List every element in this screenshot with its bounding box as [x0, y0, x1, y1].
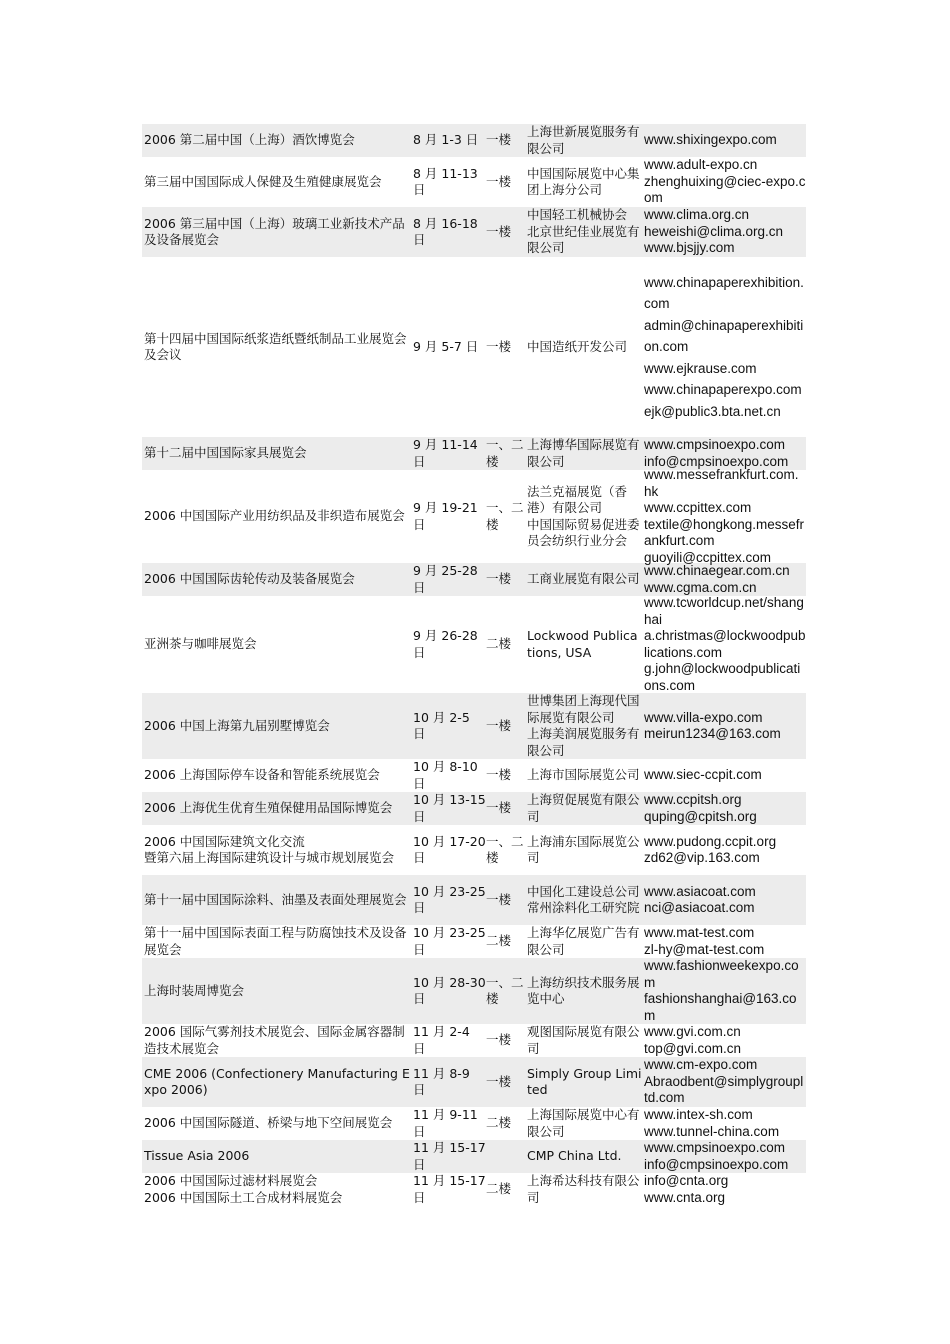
exhibition-date [412, 1140, 486, 1173]
exhibition-name [142, 892, 412, 909]
contact-info [642, 1024, 806, 1057]
organizer [526, 792, 642, 825]
exhibition-name [142, 445, 412, 462]
contact-info-line: www.cmpsinoexpo.com [644, 437, 786, 452]
exhibition-date [412, 628, 486, 661]
contact-info-line: www.tcworldcup.net/shanghai [644, 595, 804, 627]
table-row [142, 958, 806, 1024]
exhibition-date [412, 759, 486, 792]
exhibition-name-line: 2006 中国国际土工合成材料展览会 [144, 1189, 343, 1205]
exhibition-name-line: 第十一届中国国际涂料、油墨及表面处理展览会 [144, 891, 407, 907]
exhibition-date-line: 10 月 13-15 日 [413, 792, 486, 824]
organizer [526, 166, 642, 199]
contact-info [642, 132, 806, 149]
organizer-line: 上海华亿展览广告有限公司 [527, 925, 640, 957]
exhibition-name-line: 2006 上海优生优育生殖保健用品国际博览会 [144, 800, 393, 816]
exhibition-name-line: 2006 中国上海第九届别墅博览会 [144, 717, 330, 733]
table-row [142, 157, 806, 207]
exhibition-name [142, 571, 412, 588]
table-row [142, 124, 806, 157]
exhibition-name-line: 2006 中国国际产业用纺织品及非织造布展览会 [144, 508, 405, 524]
exhibition-date-line: 9 月 25-28 日 [413, 563, 478, 595]
organizer [526, 975, 642, 1008]
organizer-line: 北京世纪佳业展览有限公司 [527, 223, 640, 256]
exhibition-name [142, 834, 412, 867]
contact-info [642, 1107, 806, 1140]
organizer [526, 339, 642, 356]
exhibition-floor-line: 二楼 [486, 1181, 512, 1197]
exhibition-date-line: 11 月 15-17 日 [413, 1140, 486, 1172]
contact-info [642, 710, 806, 743]
contact-info-line: info@cmpsinoexpo.com [644, 1156, 789, 1172]
exhibition-name-line: 2006 中国国际过滤材料展览会 [144, 1173, 318, 1188]
exhibition-name [142, 800, 412, 817]
contact-info-line: www.clima.org.cn [644, 207, 750, 223]
contact-info-line: www.cnta.org [644, 1189, 726, 1205]
contact-info [642, 925, 806, 958]
exhibition-name-line: 暨第六届上海国际建筑设计与城市规划展览会 [144, 850, 395, 865]
exhibition-name-line: 第十二届中国国际家具展览会 [144, 445, 307, 461]
contact-info-line: nci@asiacoat.com [644, 900, 755, 915]
exhibition-date [412, 563, 486, 596]
contact-info-line: meirun1234@163.com [644, 726, 781, 741]
contact-info [642, 207, 806, 257]
exhibition-floor [486, 1115, 526, 1132]
exhibition-name [142, 508, 412, 525]
contact-info-line: www.ccpitsh.org [644, 792, 742, 807]
organizer-line: 上海世新展览服务有限公司 [527, 124, 640, 156]
exhibition-date-line: 9 月 26-28 日 [413, 628, 478, 660]
contact-info-line: admin@chinapaperexhibition.com [644, 317, 804, 355]
exhibition-floor-line: 一楼 [486, 891, 512, 907]
exhibition-name-line: 2006 中国国际齿轮传动及装备展览会 [144, 571, 355, 587]
exhibition-floor-line: 一楼 [486, 132, 512, 148]
organizer [526, 767, 642, 784]
organizer [526, 1066, 642, 1099]
exhibition-floor-line: 一楼 [486, 173, 512, 189]
exhibition-date-line: 9 月 19-21 日 [413, 500, 478, 532]
contact-info-line: a.christmas@lockwoodpublications.com [644, 628, 806, 660]
exhibition-name-line: 上海时装周博览会 [144, 982, 245, 998]
exhibition-name [142, 925, 412, 958]
contact-info-line: info@cnta.org [644, 1173, 729, 1188]
exhibition-floor-line: 一、二楼 [486, 437, 524, 469]
contact-info [642, 884, 806, 917]
table-row [142, 207, 806, 257]
exhibition-floor-line: 一楼 [486, 1073, 512, 1089]
contact-info [642, 272, 806, 423]
table-row [142, 257, 806, 437]
contact-info [642, 467, 806, 566]
contact-info-line: www.chinaegear.com.cn [644, 563, 790, 578]
exhibition-name-line: Tissue Asia 2006 [144, 1148, 250, 1164]
exhibition-floor [486, 1181, 526, 1198]
contact-info-line: zd62@vip.163.com [644, 850, 760, 865]
exhibition-floor-line: 一、二楼 [486, 833, 524, 865]
exhibition-name-line: 第十四届中国国际纸浆造纸暨纸制品工业展览会及会议 [144, 330, 407, 362]
exhibition-floor-line: 一、二楼 [486, 974, 524, 1006]
exhibition-floor [486, 174, 526, 191]
table-row [142, 596, 806, 693]
exhibition-date [412, 132, 486, 149]
organizer [526, 484, 642, 550]
exhibition-floor-line: 一楼 [486, 1032, 512, 1048]
exhibition-floor-line: 一楼 [486, 767, 512, 783]
exhibition-date-line: 10 月 17-20 日 [413, 833, 486, 865]
exhibition-floor [486, 800, 526, 817]
organizer [526, 437, 642, 470]
contact-info-line: www.ejkrause.com [644, 360, 757, 376]
table-row [142, 1057, 806, 1107]
exhibition-name [142, 174, 412, 191]
contact-info-line: www.fashionweekexpo.com [644, 958, 799, 990]
exhibition-name-line: 2006 第三届中国（上海）玻璃工业新技术产品及设备展览会 [144, 215, 405, 247]
exhibition-name [142, 132, 412, 149]
contact-info-line: zhenghuixing@ciec-expo.com [644, 173, 806, 206]
exhibition-date [412, 1024, 486, 1057]
exhibition-name [142, 331, 412, 364]
exhibition-name-line: CME 2006 (Confectionery Manufacturing Expo 2006) [144, 1065, 410, 1097]
organizer-line: 上海贸促展览有限公司 [527, 792, 640, 824]
exhibition-floor-line: 一楼 [486, 338, 512, 354]
contact-info-line: www.mat-test.com [644, 925, 755, 940]
organizer-line: 上海纺织技术服务展览中心 [527, 974, 640, 1006]
exhibition-date-line: 11 月 8-9 日 [413, 1065, 470, 1097]
organizer [526, 1107, 642, 1140]
table-row [142, 925, 806, 958]
exhibition-name [142, 636, 412, 653]
table-row [142, 875, 806, 925]
exhibition-name-line: 2006 国际气雾剂技术展览会、国际金属容器制造技术展览会 [144, 1024, 405, 1056]
exhibition-date [412, 834, 486, 867]
table-row [142, 563, 806, 596]
organizer-line: 上海市国际展览公司 [527, 767, 640, 783]
contact-info [642, 157, 806, 207]
contact-info [642, 767, 806, 784]
organizer-line: CMP China Ltd. [527, 1148, 622, 1164]
contact-info-line: www.chinapaperexhibition.com [644, 274, 804, 312]
exhibition-date-line: 11 月 2-4 日 [413, 1024, 470, 1056]
exhibition-date [412, 975, 486, 1008]
organizer [526, 693, 642, 759]
contact-info-line: www.messefrankfurt.com.hk [644, 467, 799, 499]
contact-info-line: heweishi@clima.org.cn [644, 223, 784, 239]
exhibition-name [142, 216, 412, 249]
table-row [142, 1173, 806, 1206]
contact-info [642, 792, 806, 825]
exhibition-table [142, 124, 806, 1206]
exhibition-date-line: 10 月 23-25 日 [413, 925, 486, 957]
contact-info-line: www.cgma.com.cn [644, 579, 757, 595]
exhibition-floor [486, 834, 526, 867]
exhibition-floor [486, 1032, 526, 1049]
contact-info-line: ejk@public3.bta.net.cn [644, 403, 781, 419]
contact-info-line: www.chinapaperexpo.com [644, 382, 802, 398]
exhibition-floor [486, 933, 526, 950]
table-row [142, 1024, 806, 1057]
exhibition-date [412, 166, 486, 199]
exhibition-floor [486, 339, 526, 356]
exhibition-name-line: 2006 第二届中国（上海）酒饮博览会 [144, 132, 355, 148]
organizer-line: 上海国际展览中心有限公司 [527, 1107, 640, 1139]
organizer [526, 925, 642, 958]
exhibition-date [412, 437, 486, 470]
exhibition-date [412, 500, 486, 533]
exhibition-name [142, 1024, 412, 1057]
exhibition-floor [486, 224, 526, 241]
exhibition-floor-line: 一楼 [486, 223, 512, 239]
exhibition-date [412, 1107, 486, 1140]
contact-info-line: www.pudong.ccpit.org [644, 833, 777, 849]
table-row [142, 1107, 806, 1140]
table-row [142, 825, 806, 875]
contact-info-line: www.shixingexpo.com [644, 132, 777, 148]
exhibition-date-line: 8 月 16-18 日 [413, 215, 478, 247]
table-row [142, 437, 806, 470]
organizer [526, 1148, 642, 1165]
organizer-line: 法兰克福展览（香港）有限公司 [527, 483, 628, 515]
contact-info-line: www.cm-expo.com [644, 1057, 758, 1073]
contact-info-line: top@gvi.com.cn [644, 1040, 741, 1056]
organizer [526, 1024, 642, 1057]
exhibition-date-line: 10 月 23-25 日 [413, 883, 486, 915]
organizer-line: 中国国际贸易促进委员会纺织行业分会 [527, 516, 640, 548]
exhibition-date-line: 10 月 2-5 日 [413, 709, 470, 741]
contact-info-line: www.intex-sh.com [644, 1107, 753, 1122]
exhibition-floor [486, 571, 526, 588]
contact-info-line: fashionshanghai@163.com [644, 991, 797, 1023]
table-row [142, 1140, 806, 1173]
organizer-line: 中国造纸开发公司 [527, 338, 628, 354]
contact-info-line: www.cmpsinoexpo.com [644, 1140, 786, 1155]
exhibition-floor-line: 一楼 [486, 571, 512, 587]
organizer-line: 上海希达科技有限公司 [527, 1173, 640, 1205]
contact-info-line: www.adult-expo.cn [644, 157, 758, 173]
exhibition-date [412, 710, 486, 743]
exhibition-floor [486, 1074, 526, 1091]
exhibition-floor-line: 二楼 [486, 1115, 512, 1131]
organizer-line: Simply Group Limited [527, 1065, 642, 1097]
organizer-line: 观图国际展览有限公司 [527, 1024, 640, 1056]
contact-info-line: www.gvi.com.cn [644, 1024, 741, 1039]
exhibition-name-line: 2006 上海国际停车设备和智能系统展览会 [144, 767, 380, 783]
exhibition-floor-line: 二楼 [486, 933, 512, 949]
organizer-line: 中国化工建设总公司常州涂料化工研究院 [527, 883, 640, 915]
exhibition-floor [486, 892, 526, 909]
exhibition-floor [486, 132, 526, 149]
organizer-line: 工商业展览有限公司 [527, 571, 640, 587]
contact-info [642, 958, 806, 1024]
organizer-line: 上海美润展览服务有限公司 [527, 726, 640, 758]
contact-info-line: www.villa-expo.com [644, 709, 763, 725]
table-row [142, 759, 806, 792]
exhibition-date-line: 10 月 8-10 日 [413, 759, 478, 791]
contact-info-line: www.ccpittex.com [644, 500, 752, 515]
exhibition-date [412, 339, 486, 356]
contact-info [642, 1057, 806, 1107]
organizer [526, 124, 642, 157]
organizer-line: 中国国际展览中心集团上海分公司 [527, 165, 640, 197]
exhibition-floor-line: 一、二楼 [486, 500, 524, 532]
exhibition-date-line: 10 月 28-30 日 [413, 974, 486, 1006]
contact-info [642, 437, 806, 470]
exhibition-name [142, 1115, 412, 1132]
organizer-line: 上海博华国际展览有限公司 [527, 437, 640, 469]
contact-info [642, 1140, 806, 1173]
exhibition-name [142, 983, 412, 1000]
exhibition-date-line: 9 月 5-7 日 [413, 338, 479, 354]
organizer-line: Lockwood Publications, USA [527, 628, 638, 660]
organizer [526, 628, 642, 661]
exhibition-name [142, 767, 412, 784]
contact-info [642, 834, 806, 867]
exhibition-date-line: 9 月 11-14 日 [413, 437, 478, 469]
contact-info [642, 595, 806, 694]
contact-info-line: Abraodbent@simplygroupltd.com [644, 1073, 804, 1106]
exhibition-floor [486, 437, 526, 470]
exhibition-date [412, 216, 486, 249]
exhibition-name [142, 1066, 412, 1099]
exhibition-date-line: 8 月 1-3 日 [413, 132, 479, 148]
exhibition-name [142, 1148, 412, 1165]
exhibition-name-line: 2006 中国国际建筑文化交流 [144, 833, 305, 849]
contact-info-line: zl-hy@mat-test.com [644, 941, 765, 957]
organizer [526, 884, 642, 917]
table-row [142, 792, 806, 825]
exhibition-floor [486, 636, 526, 653]
contact-info-line: g.john@lockwoodpublications.com [644, 661, 801, 693]
exhibition-name-line: 2006 中国国际隧道、桥梁与地下空间展览会 [144, 1115, 393, 1131]
contact-info-line: www.asiacoat.com [644, 883, 756, 899]
contact-info-line: info@cmpsinoexpo.com [644, 453, 789, 469]
exhibition-floor-line: 一楼 [486, 717, 512, 733]
contact-info-line: quping@cpitsh.org [644, 808, 757, 824]
table-row [142, 693, 806, 759]
table-row [142, 467, 806, 565]
exhibition-floor [486, 718, 526, 735]
exhibition-date-line: 11 月 9-11 日 [413, 1107, 478, 1139]
organizer-line: 中国轻工机械协会 [527, 207, 628, 223]
contact-info-line: www.tunnel-china.com [644, 1123, 780, 1139]
organizer [526, 1173, 642, 1206]
organizer-line: 世博集团上海现代国际展览有限公司 [527, 693, 640, 725]
exhibition-date [412, 792, 486, 825]
organizer [526, 571, 642, 588]
exhibition-date-line: 8 月 11-13 日 [413, 165, 478, 197]
exhibition-date [412, 1173, 486, 1206]
contact-info [642, 563, 806, 596]
organizer-line: 上海浦东国际展览公司 [527, 833, 640, 865]
contact-info-line: textile@hongkong.messefrankfurt.com [644, 516, 805, 548]
contact-info-line: www.siec-ccpit.com [644, 767, 762, 783]
exhibition-date [412, 925, 486, 958]
contact-info-line: www.bjsjjy.com [644, 240, 735, 256]
organizer [526, 207, 642, 257]
exhibition-date-line: 11 月 15-17 日 [413, 1173, 486, 1205]
exhibition-floor [486, 975, 526, 1008]
exhibition-name-line: 第三届中国国际成人保健及生殖健康展览会 [144, 173, 382, 189]
exhibition-name [142, 718, 412, 735]
exhibition-floor [486, 500, 526, 533]
exhibition-floor [486, 767, 526, 784]
exhibition-floor-line: 一楼 [486, 800, 512, 816]
exhibition-date [412, 1066, 486, 1099]
exhibition-floor-line: 二楼 [486, 636, 512, 652]
exhibition-name-line: 第十一届中国国际表面工程与防腐蚀技术及设备展览会 [144, 925, 407, 957]
exhibition-name-line: 亚洲茶与咖啡展览会 [144, 636, 257, 652]
exhibition-name [142, 1173, 412, 1206]
exhibition-date [412, 884, 486, 917]
organizer [526, 834, 642, 867]
contact-info [642, 1173, 806, 1206]
contact-info-line: guoyili@ccpittex.com [644, 549, 771, 565]
